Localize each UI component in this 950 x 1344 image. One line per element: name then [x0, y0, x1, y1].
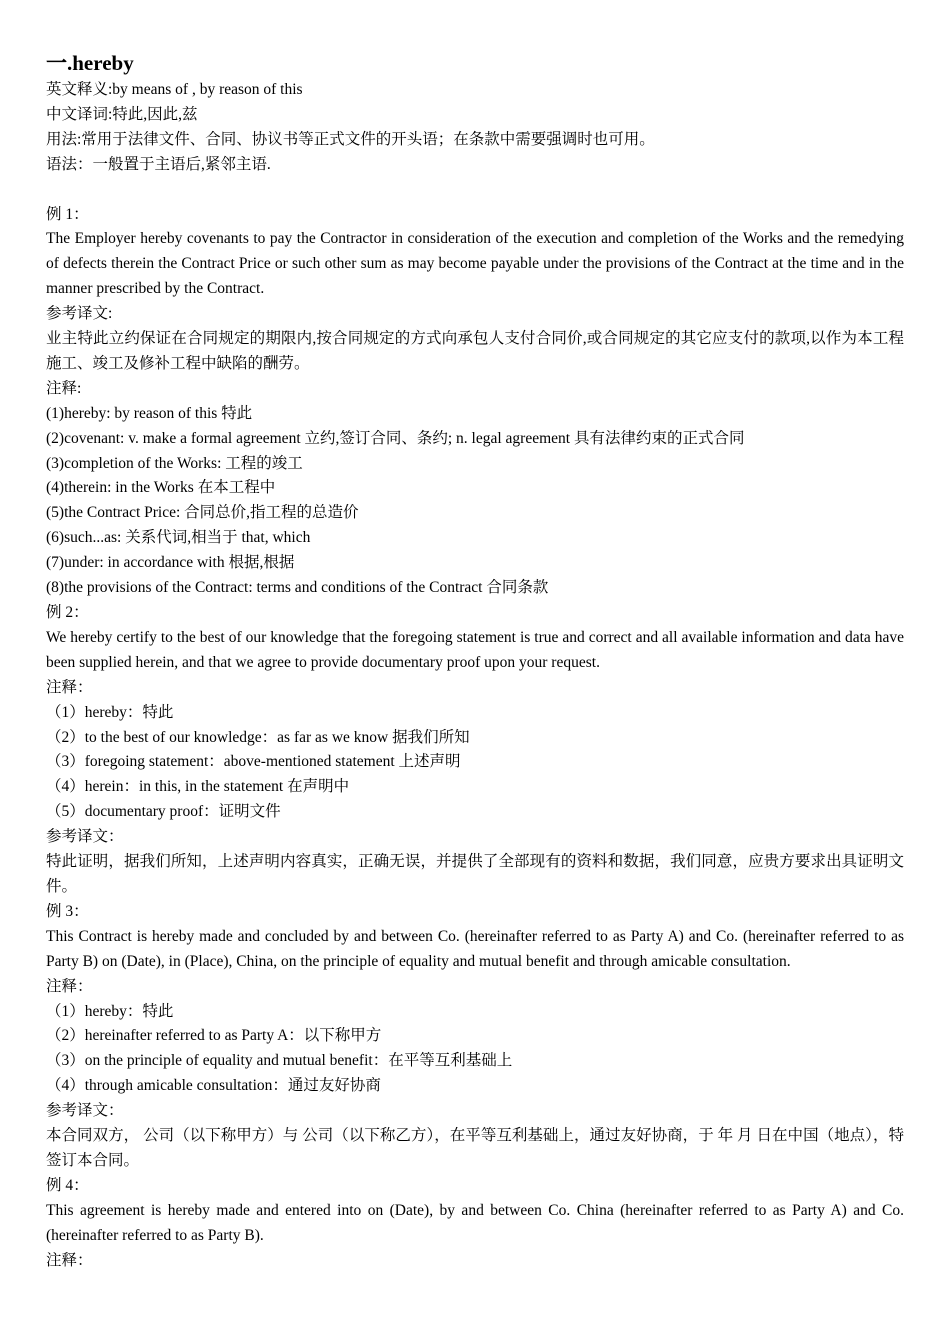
note-item: （1）hereby：特此: [46, 1002, 174, 1020]
note-item: (4)therein: in the Works 在本工程中: [46, 479, 276, 497]
english-definition: 英文释义:by means of , by reason of this: [46, 81, 303, 98]
document-title: 一.hereby: [46, 51, 134, 75]
example-3-translation-label: 参考译文：: [46, 1102, 124, 1120]
document-page: [46, 48, 904, 1273]
usage-note: 用法:常用于法律文件、合同、协议书等正式文件的开头语；在条款中需要强调时也可用。: [46, 130, 655, 148]
example-1-text: The Employer hereby covenants to pay the Contractor in consideration of the execution and completion of the Works and the remedying of defects therein the Contract Price or such other sum as may become payable under the provisions of the Contract at the time and in the manner prescribed by the Contract.: [46, 230, 904, 298]
note-item: （5）documentary proof：证明文件: [46, 803, 281, 821]
note-item: （1）hereby：特此: [46, 703, 174, 721]
example-2-label: 例 2：: [46, 604, 89, 622]
example-2-translation-label: 参考译文：: [46, 828, 124, 846]
note-item: (5)the Contract Price: 合同总价,指工程的总造价: [46, 504, 359, 522]
grammar-note: 语法：一般置于主语后,紧邻主语.: [46, 155, 271, 173]
blank-line: [46, 178, 904, 203]
note-item: (6)such...as: 关系代词,相当于 that, which: [46, 529, 311, 547]
example-1-notes-label: 注释:: [46, 379, 82, 397]
note-item: (2)covenant: v. make a formal agreement 立约,签订合同、条约; n. legal agreement 具有法律约束的正式合同: [46, 429, 745, 447]
example-1-label: 例 1：: [46, 205, 89, 223]
note-item: (3)completion of the Works: 工程的竣工: [46, 454, 303, 472]
example-2-translation: 特此证明，据我们所知，上述声明内容真实，正确无误，并提供了全部现有的资料和数据，我们同意，应贵方要求出具证明文件。: [46, 853, 904, 895]
chinese-definition: 中文译词:特此,因此,兹: [46, 105, 198, 123]
note-item: （4）herein：in this, in the statement 在声明中: [46, 778, 350, 796]
note-item: （3）on the principle of equality and mutual benefit：在平等互利基础上: [46, 1052, 513, 1070]
example-1-translation: 业主特此立约保证在合同规定的期限内,按合同规定的方式向承包人支付合同价,或合同规定的其它应支付的款项,以作为本工程施工、竣工及修补工程中缺陷的酬劳。: [46, 330, 904, 372]
note-item: (8)the provisions of the Contract: terms and conditions of the Contract 合同条款: [46, 579, 549, 597]
note-item: （2）hereinafter referred to as Party A：以下称甲方: [46, 1027, 382, 1045]
example-3-label: 例 3：: [46, 902, 89, 920]
note-item: (1)hereby: by reason of this 特此: [46, 404, 253, 422]
example-3-text: This Contract is hereby made and concluded by and between Co. (hereinafter referred to as Party A) and Co. (hereinafter referred to as Party B) on (Date), in (Place), China, on the principle of equality and mutual benefit and through amicable consultation.: [46, 927, 904, 970]
example-2-text: We hereby certify to the best of our knowledge that the foregoing statement is true and correct and all available information and data have been supplied herein, and that we agree to provide documentary proof upon your request.: [46, 628, 904, 671]
example-4-text: This agreement is hereby made and entered into on (Date), by and between Co. China (hereinafter referred to as Party A) and Co. (hereinafter referred to as Party B).: [46, 1201, 904, 1244]
example-2-notes-label: 注释：: [46, 678, 93, 696]
example-4-notes-label: 注释：: [46, 1251, 93, 1269]
example-4-label: 例 4：: [46, 1176, 89, 1194]
note-item: （3）foregoing statement：above-mentioned statement 上述声明: [46, 753, 461, 771]
note-item: （2）to the best of our knowledge：as far as we know 据我们所知: [46, 728, 470, 746]
note-item: (7)under: in accordance with 根据,根据: [46, 554, 295, 572]
example-1-translation-label: 参考译文:: [46, 305, 113, 323]
example-3-translation: 本合同双方， 公司（以下称甲方）与 公司（以下称乙方），在平等互利基础上，通过友好协商，于 年 月 日在中国（地点），特签订本合同。: [46, 1127, 904, 1169]
note-item: （4）through amicable consultation：通过友好协商: [46, 1077, 381, 1095]
example-3-notes-label: 注释：: [46, 977, 93, 995]
